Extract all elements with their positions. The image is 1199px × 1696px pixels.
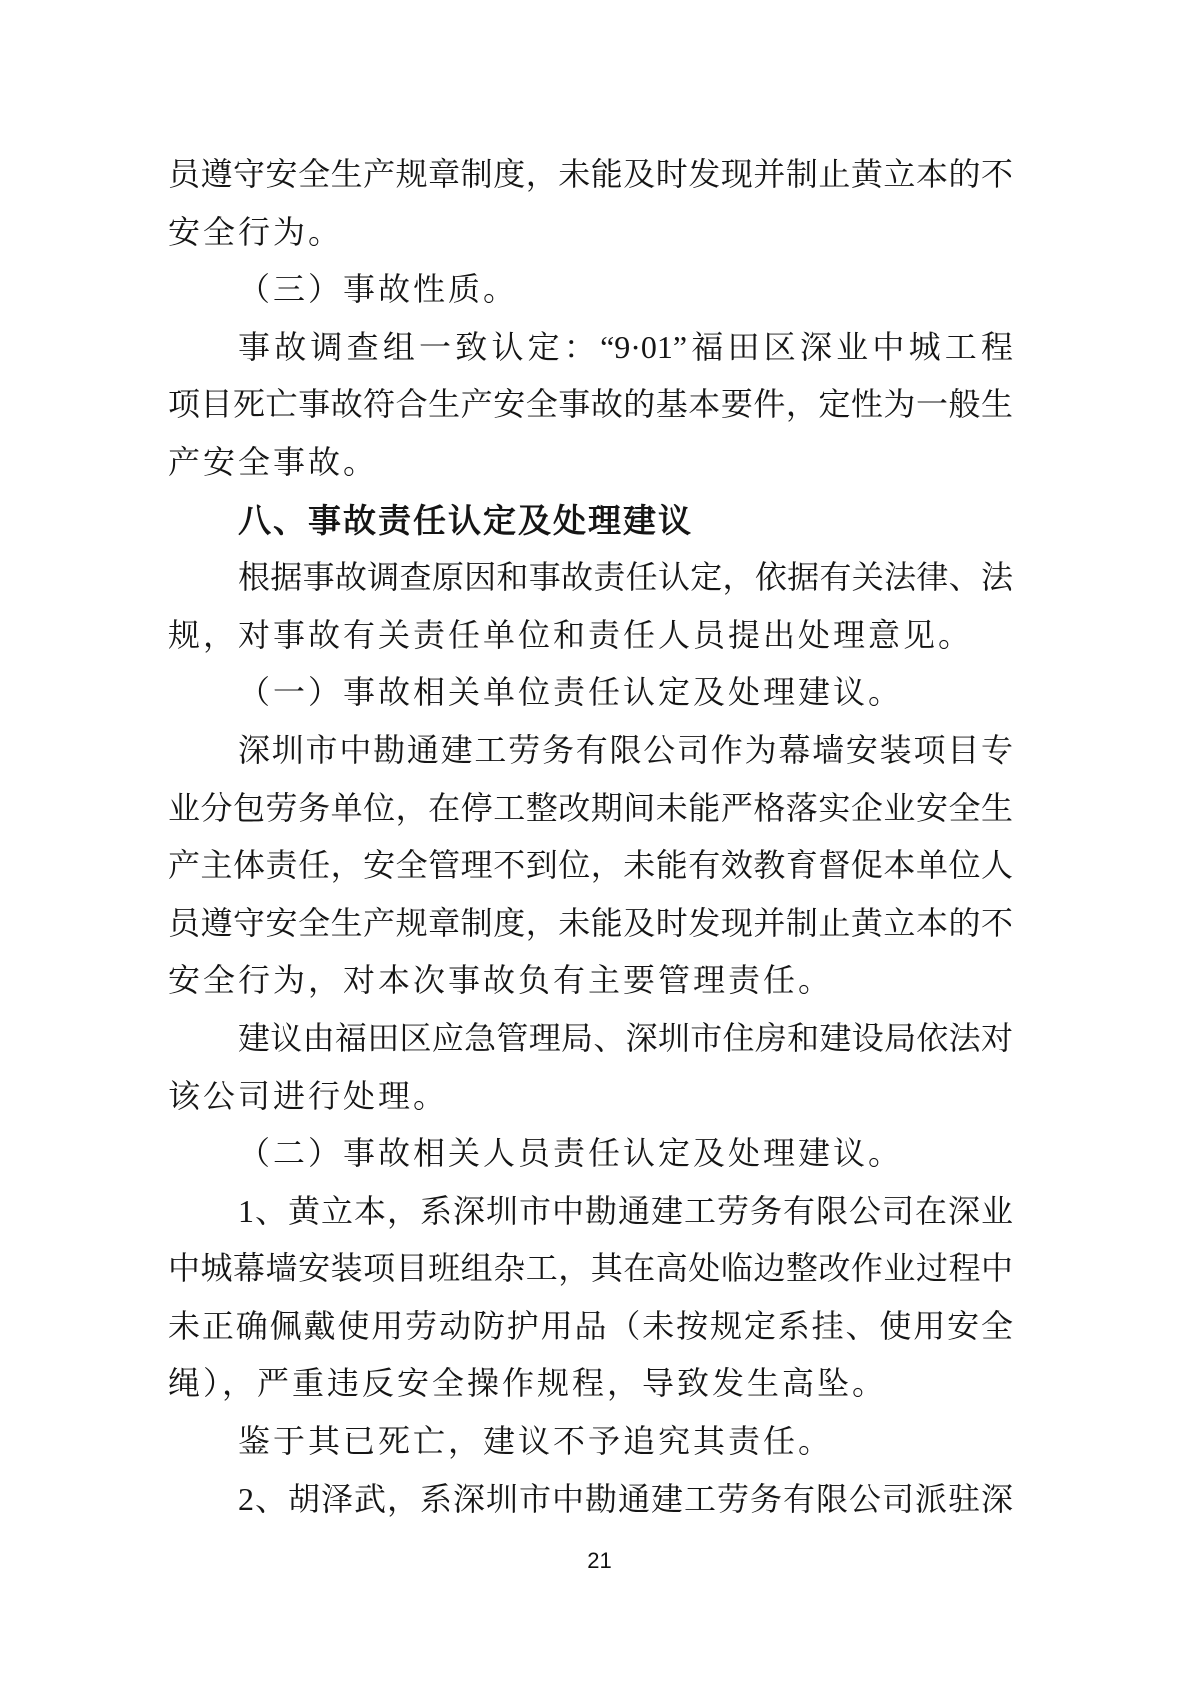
text-line: 项目死亡事故符合生产安全事故的基本要件，定性为一般生: [168, 386, 1013, 423]
text-line: 规，对事故有关责任单位和责任人员提出处理意见。: [168, 616, 974, 653]
text-line: 1、黄立本，系深圳市中勘通建工劳务有限公司在深业: [238, 1192, 1013, 1229]
section-heading: 八、事故责任认定及处理建议: [238, 501, 693, 539]
text-line: 业分包劳务单位，在停工整改期间未能严格落实企业安全生: [168, 789, 1013, 826]
text-line: 2、胡泽武，系深圳市中勘通建工劳务有限公司派驻深: [238, 1480, 1013, 1517]
text-line: 安全行为。: [168, 213, 344, 250]
text-line: （三）事故性质。: [238, 271, 519, 308]
text-line: 产安全事故。: [168, 443, 379, 480]
text-line: 建议由福田区应急管理局、深圳市住房和建设局依法对: [238, 1019, 1013, 1056]
text-line: 事故调查组一致认定：“9·01”福田区深业中城工程: [238, 328, 1013, 365]
text-line: 未正确佩戴使用劳动防护用品（未按规定系挂、使用安全: [168, 1307, 1013, 1344]
text-line: 鉴于其已死亡，建议不予追究其责任。: [238, 1423, 834, 1460]
document-body: [168, 146, 1013, 1528]
text-line: 中城幕墙安装项目班组杂工，其在高处临边整改作业过程中: [168, 1250, 1013, 1287]
page-number: 21: [587, 1548, 612, 1573]
text-line: 深圳市中勘通建工劳务有限公司作为幕墙安装项目专: [238, 731, 1013, 768]
text-line: 产主体责任，安全管理不到位，未能有效教育督促本单位人: [168, 847, 1013, 884]
text-line: 安全行为，对本次事故负有主要管理责任。: [168, 962, 834, 999]
text-line: 员遵守安全生产规章制度，未能及时发现并制止黄立本的不: [168, 904, 1013, 941]
text-line: 员遵守安全生产规章制度，未能及时发现并制止黄立本的不: [168, 156, 1013, 192]
text-line: （二）事故相关人员责任认定及处理建议。: [238, 1135, 904, 1172]
text-line: 根据事故调查原因和事故责任认定，依据有关法律、法: [238, 559, 1013, 596]
text-line: 该公司进行处理。: [168, 1077, 449, 1114]
text-line: 绳），严重违反安全操作规程，导致发生高坠。: [168, 1365, 888, 1402]
text-line: （一）事故相关单位责任认定及处理建议。: [238, 674, 904, 711]
